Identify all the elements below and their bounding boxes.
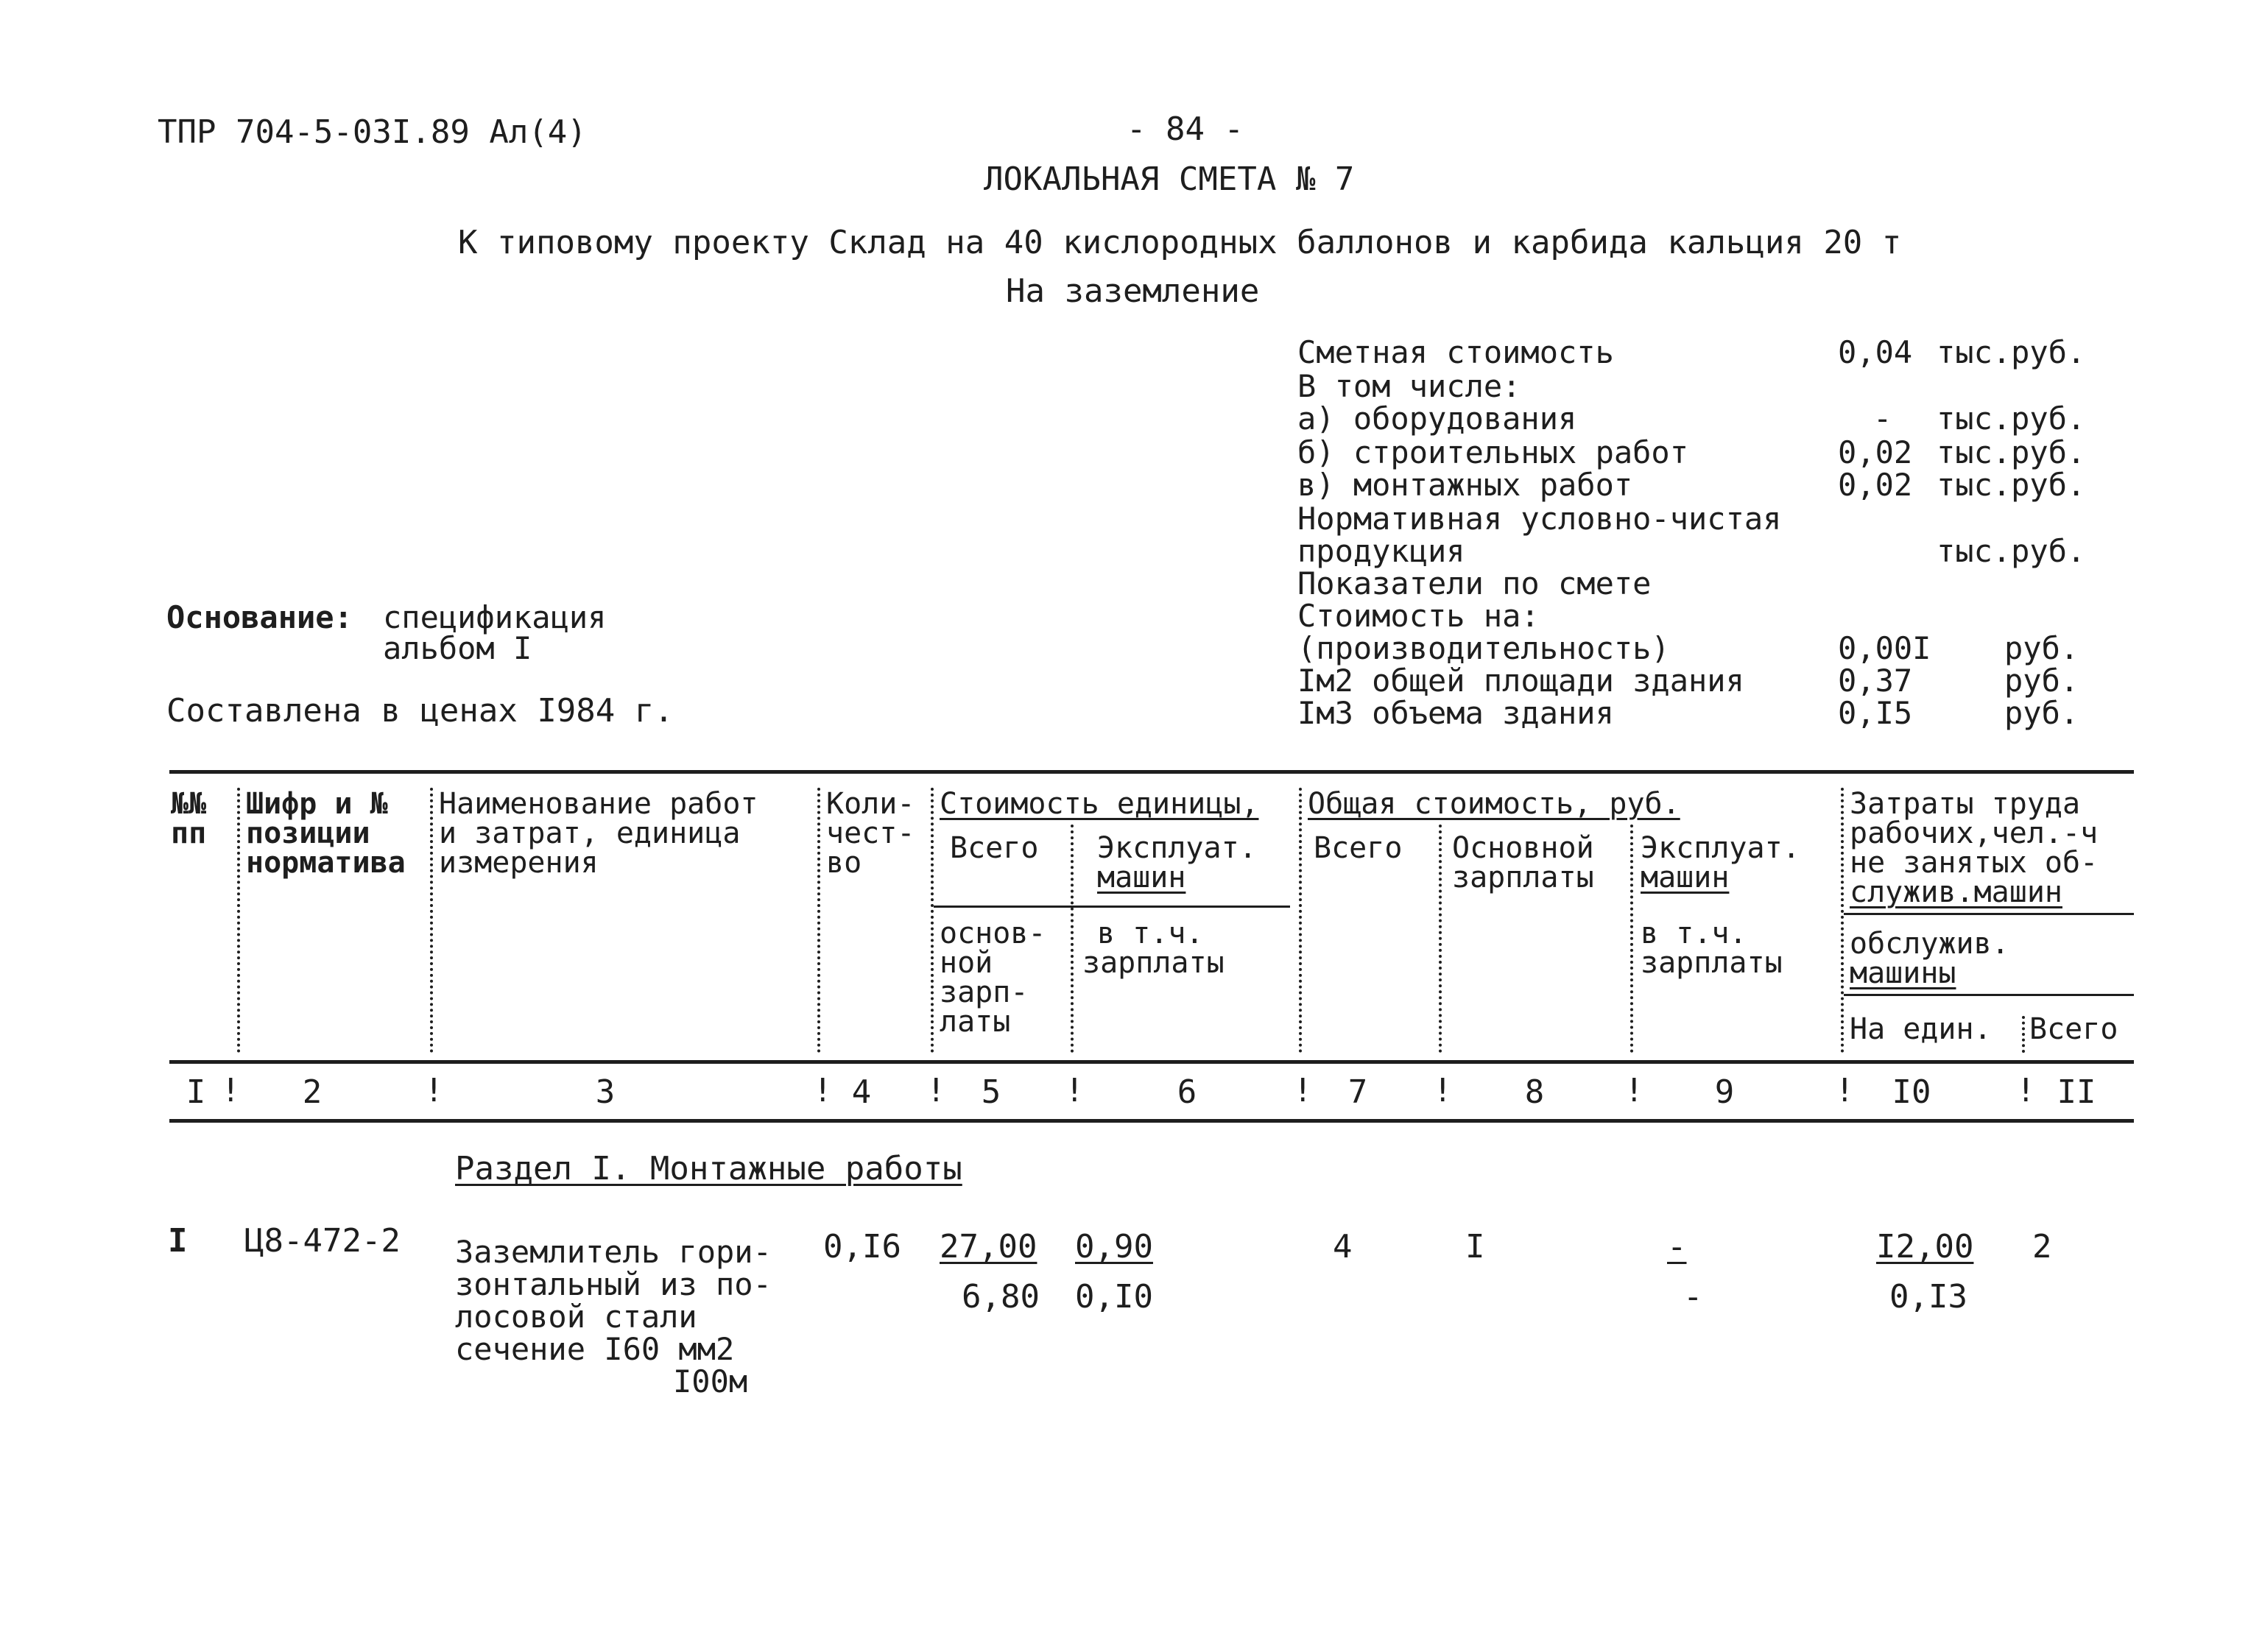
column-number: 7 bbox=[1347, 1073, 1368, 1111]
header-machines-wage-total-line2: зарплаты bbox=[1641, 946, 1783, 980]
column-separator: ! bbox=[424, 1072, 444, 1109]
header-machines-total-line1: Эксплуат. bbox=[1641, 831, 1800, 865]
basis-line2: альбом I bbox=[383, 630, 532, 666]
normative-unit: тыс.руб. bbox=[1937, 533, 2086, 569]
header-code-line3: норматива bbox=[246, 846, 406, 880]
header-labor-line4: служив.машин bbox=[1850, 875, 2062, 909]
construction-label: б) строительных работ bbox=[1297, 434, 1689, 470]
header-unit-machines-line2: машин bbox=[1097, 861, 1186, 894]
per-m2-label: Iм2 общей площади здания bbox=[1297, 663, 1744, 699]
per-m2-value: 0,37 bbox=[1838, 663, 1913, 699]
header-base-wage-total-line2: зарплаты bbox=[1452, 861, 1594, 894]
header-qty-line2: чест- bbox=[826, 816, 915, 850]
column-number: 6 bbox=[1177, 1073, 1197, 1111]
installation-label: в) монтажных работ bbox=[1297, 467, 1633, 503]
header-base-wage-line3: зарп- bbox=[940, 975, 1029, 1009]
row-name-line3: лосовой стали bbox=[455, 1299, 697, 1335]
col-divider bbox=[1439, 825, 1442, 1053]
row-name-line2: зонтальный из по- bbox=[455, 1266, 772, 1302]
column-separator: ! bbox=[926, 1072, 946, 1109]
header-labor-total: Всего bbox=[2029, 1012, 2118, 1046]
column-separator: ! bbox=[1293, 1072, 1313, 1109]
header-labor-line2: рабочих,чел.-ч bbox=[1850, 816, 2099, 850]
header-number-line1: №№ bbox=[171, 787, 207, 821]
installation-unit: тыс.руб. bbox=[1937, 467, 2086, 503]
equipment-label: а) оборудования bbox=[1297, 400, 1577, 437]
col-divider bbox=[1630, 825, 1633, 1053]
productivity-unit: руб. bbox=[2004, 630, 2079, 666]
header-labor-machines-line2: машины bbox=[1850, 956, 1956, 990]
header-name-line1: Наименование работ bbox=[439, 787, 758, 821]
row-code: Ц8-472-2 bbox=[244, 1222, 401, 1260]
header-machines-wage-line1: в т.ч. bbox=[1097, 917, 1204, 950]
header-labor-line1: Затраты труда bbox=[1850, 787, 2081, 821]
header-number-line2: пп bbox=[171, 816, 207, 850]
header-unit-machines-line1: Эксплуат. bbox=[1097, 831, 1257, 865]
header-total: Всего bbox=[1314, 831, 1403, 865]
per-m3-label: Iм3 объема здания bbox=[1297, 695, 1614, 731]
col-divider bbox=[237, 788, 240, 1053]
header-labor-machines-line1: обслужив. bbox=[1850, 927, 2009, 961]
estimated-cost-label: Сметная стоимость bbox=[1297, 334, 1614, 370]
header-bottom-rule bbox=[169, 1060, 2134, 1064]
row-unit-base-wage: 6,80 bbox=[962, 1278, 1040, 1316]
column-numbers-rule bbox=[169, 1119, 2134, 1123]
productivity-label: (производительность) bbox=[1297, 630, 1670, 666]
including-label: В том числе: bbox=[1297, 368, 1521, 404]
row-unit-total: 27,00 bbox=[940, 1228, 1037, 1266]
row-name-line4: сечение I60 мм2 bbox=[455, 1331, 735, 1367]
row-total-machines-wage: - bbox=[1683, 1278, 1703, 1316]
col-divider bbox=[2022, 1016, 2025, 1053]
col-divider bbox=[817, 788, 820, 1053]
cost-for-label: Стоимость на: bbox=[1297, 598, 1540, 634]
row-unit: I00м bbox=[673, 1363, 748, 1399]
column-number: 9 bbox=[1714, 1073, 1735, 1111]
header-unit-total: Всего bbox=[950, 831, 1039, 865]
header-base-wage-line2: ной bbox=[940, 946, 993, 980]
unit-cost-subrule bbox=[934, 906, 1290, 908]
row-labor-total: 2 bbox=[2032, 1228, 2052, 1266]
construction-value: 0,02 bbox=[1838, 434, 1913, 470]
header-qty-line1: Коли- bbox=[826, 787, 915, 821]
col-divider bbox=[1071, 825, 1074, 1053]
header-name-line3: измерения bbox=[439, 846, 599, 880]
row-total: 4 bbox=[1333, 1228, 1353, 1266]
header-machines-wage-total-line1: в т.ч. bbox=[1641, 917, 1747, 950]
row-unit-machines-wage: 0,I0 bbox=[1075, 1278, 1153, 1316]
header-machines-total-line2: машин bbox=[1641, 861, 1730, 894]
column-number: I0 bbox=[1892, 1073, 1931, 1111]
row-labor-machines-per-unit: 0,I3 bbox=[1889, 1278, 1967, 1316]
page-number: - 84 - bbox=[1127, 110, 1244, 148]
column-number: 2 bbox=[302, 1073, 323, 1111]
column-number: 3 bbox=[595, 1073, 616, 1111]
column-separator: ! bbox=[221, 1072, 241, 1109]
column-number: 4 bbox=[851, 1073, 872, 1111]
col-divider bbox=[430, 788, 433, 1053]
header-machines-wage-line2: зарплаты bbox=[1082, 946, 1225, 980]
header-base-wage-line1: основ- bbox=[940, 917, 1046, 950]
header-code-line2: позиции bbox=[246, 816, 370, 850]
per-m3-value: 0,I5 bbox=[1838, 695, 1913, 731]
per-m2-unit: руб. bbox=[2004, 663, 2079, 699]
estimated-cost-value: 0,04 bbox=[1838, 334, 1913, 370]
section-title: Раздел I. Монтажные работы bbox=[455, 1150, 962, 1187]
row-unit-machines: 0,90 bbox=[1075, 1228, 1153, 1266]
row-quantity: 0,I6 bbox=[823, 1228, 901, 1266]
column-separator: ! bbox=[1835, 1072, 1855, 1109]
labor-subrule-2 bbox=[1844, 994, 2134, 996]
column-separator: ! bbox=[1065, 1072, 1085, 1109]
basis-label: Основание: bbox=[166, 599, 353, 635]
column-separator: ! bbox=[1433, 1072, 1453, 1109]
row-number: I bbox=[168, 1222, 188, 1260]
col-divider bbox=[1299, 788, 1302, 1053]
column-number: 5 bbox=[981, 1073, 1001, 1111]
column-number: II bbox=[2057, 1073, 2096, 1111]
col-divider bbox=[931, 788, 934, 1053]
productivity-value: 0,00I bbox=[1838, 630, 1931, 666]
header-labor-per-unit: На един. bbox=[1850, 1012, 1992, 1046]
indicators-label: Показатели по смете bbox=[1297, 565, 1652, 601]
project-description: К типовому проекту Склад на 40 кислородных баллонов и карбида кальция 20 т bbox=[458, 224, 1902, 261]
installation-value: 0,02 bbox=[1838, 467, 1913, 503]
column-number: 8 bbox=[1524, 1073, 1545, 1111]
header-base-wage-total-line1: Основной bbox=[1452, 831, 1594, 865]
normative-label-line2: продукция bbox=[1297, 533, 1465, 569]
header-name-line2: и затрат, единица bbox=[439, 816, 741, 850]
estimated-cost-unit: тыс.руб. bbox=[1937, 334, 2086, 370]
labor-subrule bbox=[1844, 913, 2134, 915]
table-top-rule bbox=[169, 770, 2134, 774]
basis-line1: спецификация bbox=[383, 599, 607, 635]
header-total-cost: Общая стоимость, руб. bbox=[1308, 787, 1680, 821]
normative-label-line1: Нормативная условно-чистая bbox=[1297, 501, 1782, 537]
per-m3-unit: руб. bbox=[2004, 695, 2079, 731]
document-code: ТПР 704-5-03I.89 Ал(4) bbox=[158, 113, 587, 151]
price-basis: Составлена в ценах I984 г. bbox=[166, 692, 674, 730]
row-labor-per-unit: I2,00 bbox=[1876, 1228, 1974, 1266]
column-separator: ! bbox=[2016, 1072, 2036, 1109]
equipment-unit: тыс.руб. bbox=[1937, 400, 2086, 437]
header-code-line1: Шифр и № bbox=[246, 787, 388, 821]
col-divider bbox=[1841, 788, 1844, 1053]
estimate-object: На заземление bbox=[1006, 272, 1260, 310]
estimate-title: ЛОКАЛЬНАЯ СМЕТА № 7 bbox=[984, 160, 1355, 198]
column-separator: ! bbox=[1624, 1072, 1644, 1109]
equipment-value: - bbox=[1873, 400, 1892, 437]
header-labor-line3: не занятых об- bbox=[1850, 846, 2099, 880]
row-total-base-wage: I bbox=[1465, 1228, 1485, 1266]
header-base-wage-line4: латы bbox=[940, 1005, 1011, 1039]
column-separator: ! bbox=[813, 1072, 833, 1109]
row-name-line1: Заземлитель гори- bbox=[455, 1234, 772, 1270]
row-total-machines: - bbox=[1667, 1228, 1687, 1266]
header-unit-cost: Стоимость единицы, bbox=[940, 787, 1259, 821]
header-qty-line3: во bbox=[826, 846, 862, 880]
construction-unit: тыс.руб. bbox=[1937, 434, 2086, 470]
column-number: I bbox=[186, 1073, 206, 1111]
